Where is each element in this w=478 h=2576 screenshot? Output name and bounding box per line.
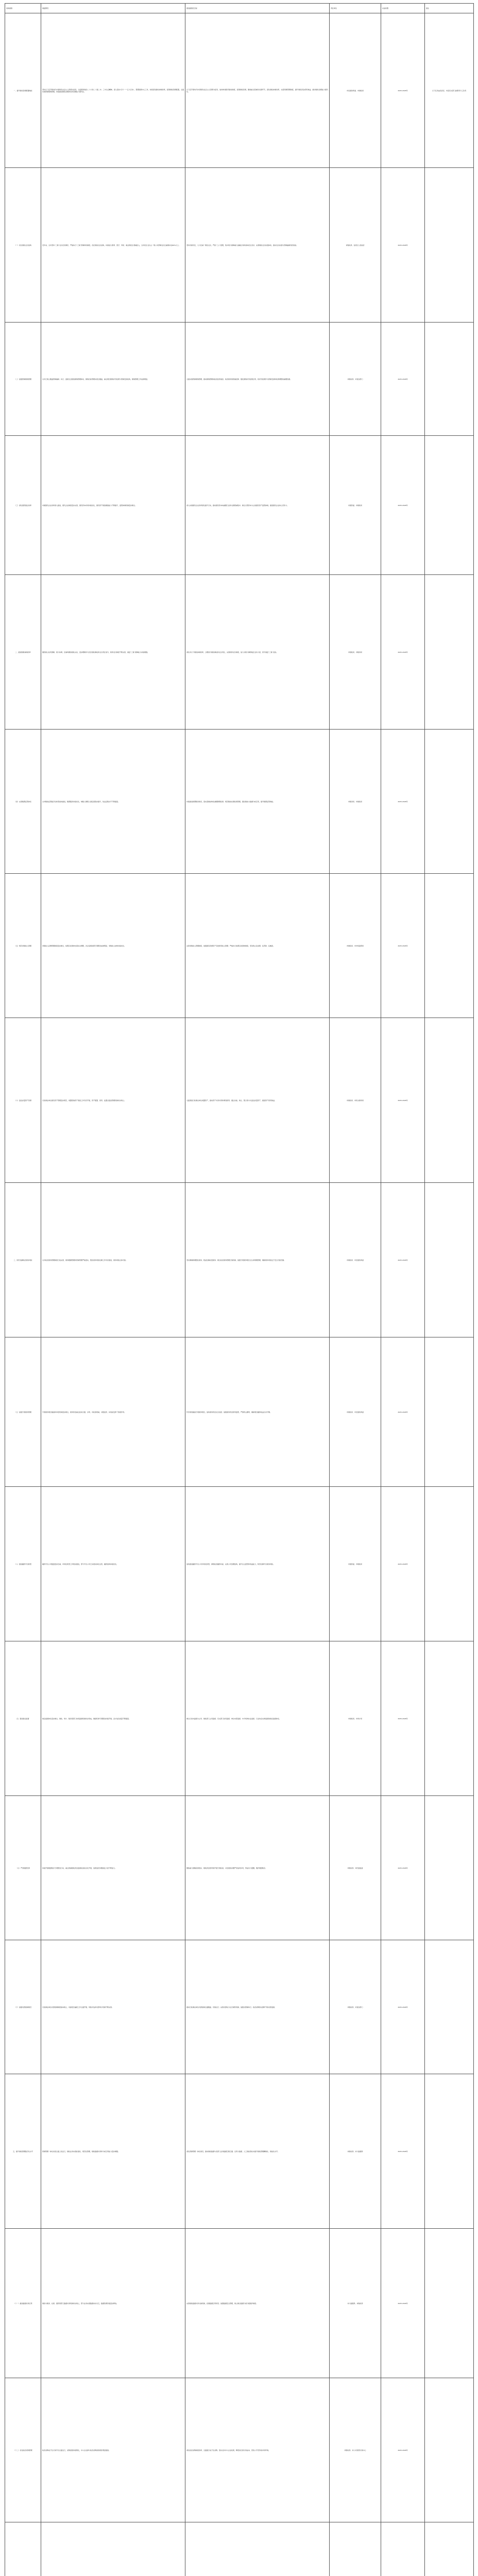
table-row bbox=[5, 1796, 474, 1940]
cell-basis bbox=[41, 2522, 185, 2576]
cell-deadline: 2025-2026年 bbox=[381, 13, 425, 168]
cell-basis: 坚持以习近平新时代中国特色社会主义思想为指导，全面贯彻党的二十大和二十届二中、三中全会精神，深入落实“四个一”“五大行动”，紧紧围绕中心工作，持续深化财政体制改革，统筹财政资源配置，全面实施预算绩效管理，持续推进财政治理体系和治理能力现代化。 bbox=[41, 13, 185, 168]
cell-target: 坚决遏制新增隐性债务，稳妥化解存量债务；健全政府债务管理长效机制，加强专项债券项目全生命周期管理，确保债务风险处于安全可控范围。 bbox=[185, 1183, 330, 1337]
cell-unit: 市国资委、市财政局 bbox=[330, 436, 381, 575]
cell-deadline: 2025-2026年 bbox=[381, 168, 425, 323]
cell-deadline: 2025-2026年 bbox=[381, 874, 425, 1018]
cell-deadline: 2025-2026年 bbox=[381, 1018, 425, 1183]
cell-measure: （七）加强专项债券管理 bbox=[5, 1337, 41, 1487]
cell-basis: 持续开展财经秩序专项整治行动，重点领域财政资金监督检查常态化开展，违规违纪问题查处力度不断加大。 bbox=[41, 1796, 185, 1940]
table-row bbox=[5, 1183, 474, 1337]
cell-unit: 市财政局、市市场监管局 bbox=[330, 874, 381, 1018]
cell-deadline: 2025-2026年 bbox=[381, 1487, 425, 1641]
cell-basis: 非税收入征缴管理制度逐步健全，收费目录清单实现动态调整，涉企违规收费专项整治成效明显，非税收入结构持续优化。 bbox=[41, 874, 185, 1018]
cell-target: 深化政府采购制度改革，全面推行电子化采购；落实支持中小企业政策，降低供应商交易成本，营造公平竞争的市场环境。 bbox=[185, 2378, 330, 2522]
cell-note bbox=[425, 1487, 474, 1641]
cell-note: 以下任务由各县区、市直有关部门按职责分工负责 bbox=[425, 13, 474, 168]
cell-measure: （十）加强内部控制建设 bbox=[5, 1940, 41, 2074]
cell-basis: 专项债券项目储备和申报机制逐步健全，债券资金重点投向交通、水利、市政等领域，对稳投资、补短板发挥了积极作用。 bbox=[41, 1337, 185, 1487]
table-row bbox=[5, 575, 474, 730]
cell-basis: 财会监督体系逐步健全，财政、审计、税务等部门协同监督机制初步形成，财经纪律专项整治持续开展，会计信息质量不断提高。 bbox=[41, 1641, 185, 1796]
cell-basis: 近年来，全市坚持“三保”支出优先顺序，严格执行“三保”预算审核制度，优化财政支出结构，持续加大教育、医疗、养老、就业等民生领域投入，全市民生支出占一般公共预算支出比重保持在80%以上。 bbox=[41, 168, 185, 323]
cell-target: 以习近平新时代中国特色社会主义思想为指导，加快构建现代财政制度，统筹财政资源，聚焦重点领域和关键环节，深化财政体制改革，完善预算管理制度，提升财政资金使用效益，推动财政治理能力现代化。 bbox=[185, 13, 330, 168]
cell-unit: 市财政局、市直各部门 bbox=[330, 1940, 381, 2074]
cell-unit bbox=[330, 2522, 381, 2576]
cell-target: 推动行政事业单位内部控制全面覆盖、有效运行；完善内部权力运行制约机制，加强对预算执行、政府采购等关键环节的内部监督。 bbox=[185, 1940, 330, 2074]
header-unit: 责任单位 bbox=[330, 4, 381, 13]
cell-measure: （一）优化财政支出结构 bbox=[5, 168, 41, 323]
table-row bbox=[5, 2229, 474, 2378]
cell-target: 科学谋划储备专项债券项目，加快债券资金支出进度；加强债券资金使用监管，严禁挤占挪用，确保项目融资收益自求平衡。 bbox=[185, 1337, 330, 1487]
cell-basis: 全市已建立覆盖预算编制、执行、监督全过程的绩效管理体系，绩效目标管理实现全覆盖，重点项目绩效评价结果与预算安排挂钩，绩效管理工作成效明显。 bbox=[41, 323, 185, 436]
cell-unit: 市财政局、市税务局 bbox=[330, 575, 381, 730]
cell-deadline bbox=[381, 2522, 425, 2576]
header-measure: 具体措施 bbox=[5, 4, 41, 13]
cell-unit: 市财政局、市纪委监委 bbox=[330, 1796, 381, 1940]
table-body bbox=[5, 13, 474, 2576]
cell-deadline: 2025-2026年 bbox=[381, 1796, 425, 1940]
cell-deadline: 2025-2026年 bbox=[381, 1183, 425, 1337]
cell-basis: 预算管理一体化系统全面上线运行，财政业务实现标准化、规范化管理，财政数据共享和分析应用能力逐步增强。 bbox=[41, 2074, 185, 2229]
cell-note bbox=[425, 323, 474, 436]
cell-measure: （十二）优化政府采购管理 bbox=[5, 2378, 41, 2522]
cell-basis: 围绕建立权责清晰、财力协调、区域均衡的财政关系，逐步理顺市与县区财政事权和支出责任划分，转移支付制度不断完善，基层“三保”保障能力持续增强。 bbox=[41, 575, 185, 730]
table-row bbox=[5, 2378, 474, 2522]
cell-unit: 市国资委、市财政局 bbox=[330, 1487, 381, 1641]
cell-measure: （五）规范非税收入管理 bbox=[5, 874, 41, 1018]
table-row bbox=[5, 874, 474, 1018]
cell-measure: 二、推进财税体制改革 bbox=[5, 575, 41, 730]
cell-target: 完善财政数据共享交换机制，拓展数据应用场景；加强数据安全管理，建立健全数据分类分级保护制度。 bbox=[185, 2229, 330, 2378]
cell-basis: 融资平台公司数量逐步压减，市场化转型工作稳步推进，部分平台公司已实现实体化运营，融资结构持续优化。 bbox=[41, 1487, 185, 1641]
cell-note bbox=[425, 730, 474, 874]
cell-target: 持续推进智慧税务建设，落实落细结构性减税降费政策；规范税收优惠政策管理，强化税收大数据分析应用，提升税费征管效能。 bbox=[185, 730, 330, 874]
cell-measure: （八）推进融资平台转型 bbox=[5, 1487, 41, 1641]
cell-deadline: 2025-2026年 bbox=[381, 2229, 425, 2378]
table-row bbox=[5, 1337, 474, 1487]
cell-target: 完善非税收入管理制度，加强国有资源资产有偿使用收入管理；严格执行收费目录清单制度，坚决防止乱收费、乱罚款、乱摊派。 bbox=[185, 874, 330, 1018]
cell-unit: 市财政局、市发展改革委 bbox=[330, 1183, 381, 1337]
cell-measure bbox=[5, 2522, 41, 2576]
cell-note bbox=[425, 1940, 474, 2074]
cell-target: 深入实施国有企业改革深化提升行动，推动国有资本向重要行业和关键领域集中；健全以管资本为主的国有资产监管体制，提高国有企业核心竞争力。 bbox=[185, 436, 330, 575]
cell-target: 全面实施预算绩效管理，推动绩效管理向政府投资基金、政府债务等领域延伸；强化绩效评价结果应用，将评价结果作为预算安排和政策调整的重要依据。 bbox=[185, 323, 330, 436]
cell-deadline: 2025-2026年 bbox=[381, 323, 425, 436]
cell-target: 健全以党内监督为主导、财政部门主责监督、有关部门依责监督、单位内部监督、中介机构执业监督、行业协会自律监督的财会监督体系。 bbox=[185, 1641, 330, 1796]
cell-unit: 市税务局、市财政局 bbox=[330, 730, 381, 874]
cell-note bbox=[425, 436, 474, 575]
cell-measure: （四）完善税费征管体系 bbox=[5, 730, 41, 874]
cell-target: 坚持有保有压，大力压减一般性支出，严控“三公”经费，集中财力保障重大战略任务和基本民生需求；完善财政支出标准体系，推动支出标准与预算编制有机衔接。 bbox=[185, 168, 330, 323]
cell-basis: 政府采购电子化交易平台全面运行，采购流程持续简化，中小企业参与政府采购的积极性明显提高。 bbox=[41, 2378, 185, 2522]
task-table bbox=[5, 3, 474, 2576]
cell-measure: （六）盘活存量资产资源 bbox=[5, 1018, 41, 1183]
table-row bbox=[5, 323, 474, 436]
cell-target: 加快推进融资平台公司市场化转型，剥离政府融资功能；完善公司治理结构，提升自主经营和造血能力，防范化解平台债务风险。 bbox=[185, 1487, 330, 1641]
cell-unit: 市财政局、市大数据局 bbox=[330, 2074, 381, 2229]
cell-note bbox=[425, 2522, 474, 2576]
cell-unit: 市财政局、市机关事务局 bbox=[330, 1018, 381, 1183]
cell-note bbox=[425, 1018, 474, 1183]
cell-unit: 市发展改革委、市财政局 bbox=[330, 13, 381, 168]
cell-unit: 市财政局、市发展改革委 bbox=[330, 1337, 381, 1487]
cell-basis: 市属国有企业改革深入推进，现代企业制度逐步完善，国有资本布局持续优化，国有资产保值增值能力不断提升，监管体制机制逐步健全。 bbox=[41, 436, 185, 575]
cell-measure: 四、强化财会监督 bbox=[5, 1641, 41, 1796]
cell-measure: （九）严肃财经纪律 bbox=[5, 1796, 41, 1940]
table-row bbox=[5, 168, 474, 323]
cell-basis: 行政事业单位国有资产管理逐步规范，闲置低效资产清查工作有序开展，资产配置、使用、处置全链条管理机制初步建立。 bbox=[41, 1018, 185, 1183]
cell-measure: 五、提升财政管理数字化水平 bbox=[5, 2074, 41, 2229]
table-row bbox=[5, 1018, 474, 1183]
header-target: 推进措施及目标 bbox=[185, 4, 330, 13]
header-row bbox=[5, 4, 474, 13]
cell-deadline: 2025-2026年 bbox=[381, 1940, 425, 2074]
cell-note bbox=[425, 1183, 474, 1337]
header-deadline: 完成时限 bbox=[381, 4, 425, 13]
cell-target: 聚焦重大财税政策落实、财政资金使用等开展专项检查；对发现的问题严肃追责问责，形成有力震慑，维护财经秩序。 bbox=[185, 1796, 330, 1940]
cell-unit: 市财政局、市直各部门 bbox=[330, 323, 381, 436]
cell-note bbox=[425, 874, 474, 1018]
cell-unit: 市大数据局、市财政局 bbox=[330, 2229, 381, 2378]
cell-measure: （十一）推进数据共享应用 bbox=[5, 2229, 41, 2378]
header-basis: 基础情况 bbox=[41, 4, 185, 13]
document-page bbox=[5, 3, 473, 2576]
table-row bbox=[5, 13, 474, 168]
cell-basis: 行政事业单位内部控制制度基本建立，内控报告编报工作全面开展，风险评估和内部审计机制不断完善。 bbox=[41, 1940, 185, 2074]
cell-target bbox=[185, 2522, 330, 2576]
cell-basis: 财政与税务、社保、国资等部门数据共享机制初步建立，部分业务实现数据实时交互，数据资源价值逐步释放。 bbox=[41, 2229, 185, 2378]
cell-deadline: 2025-2026年 bbox=[381, 1337, 425, 1487]
cell-measure: 三、防范化解政府债务风险 bbox=[5, 1183, 41, 1337]
cell-deadline: 2025-2026年 bbox=[381, 436, 425, 575]
cell-basis: 全市税收征管数字化转型加快推进，税费服务持续优化，纳税人缴费人满意度稳步提升，依法征税水平不断提高。 bbox=[41, 730, 185, 874]
cell-target: 深化市以下财政体制改革，合理划分财政事权和支出责任，完善转移支付制度，加大对财力薄弱地区支持力度，兜牢基层“三保”底线。 bbox=[185, 575, 330, 730]
cell-deadline: 2025-2026年 bbox=[381, 730, 425, 874]
cell-target: 全面清查行政事业单位闲置资产，推动资产共享共用和调剂使用；通过出租、转让、整合等方式盘活存量资产，提高资产使用效益。 bbox=[185, 1018, 330, 1183]
cell-measure: （二）加强预算绩效管理 bbox=[5, 323, 41, 436]
cell-basis: 全市政府债务管理制度日趋完善，债务限额管理和预算管理严格落实，隐性债务风险化解工作有序推进，债务风险总体可控。 bbox=[41, 1183, 185, 1337]
table-row bbox=[5, 436, 474, 575]
cell-measure: 一、提升财政资源配置效能 bbox=[5, 13, 41, 168]
table-row bbox=[5, 2074, 474, 2229]
cell-note bbox=[425, 1796, 474, 1940]
table-row bbox=[5, 2522, 474, 2576]
cell-unit: 市财政局、各县区人民政府 bbox=[330, 168, 381, 323]
table-row bbox=[5, 1487, 474, 1641]
cell-note bbox=[425, 1641, 474, 1796]
cell-deadline: 2025-2026年 bbox=[381, 575, 425, 730]
cell-measure: （三）深化国资国企改革 bbox=[5, 436, 41, 575]
cell-deadline: 2025-2026年 bbox=[381, 1641, 425, 1796]
cell-note bbox=[425, 168, 474, 323]
cell-target: 深化预算管理一体化建设，推动财政数据与各部门业务数据互联互通；运用大数据、人工智能等技术提升财政管理精细化、智能化水平。 bbox=[185, 2074, 330, 2229]
cell-note bbox=[425, 2378, 474, 2522]
cell-note bbox=[425, 2074, 474, 2229]
cell-note bbox=[425, 1337, 474, 1487]
table-row bbox=[5, 1940, 474, 2074]
table-row bbox=[5, 730, 474, 874]
cell-note bbox=[425, 2229, 474, 2378]
header-note: 备注 bbox=[425, 4, 474, 13]
cell-unit: 市财政局、市审计局 bbox=[330, 1641, 381, 1796]
cell-note bbox=[425, 575, 474, 730]
cell-deadline: 2025-2026年 bbox=[381, 2378, 425, 2522]
cell-deadline: 2025-2026年 bbox=[381, 2074, 425, 2229]
cell-unit: 市财政局、市公共资源交易中心 bbox=[330, 2378, 381, 2522]
table-row bbox=[5, 1641, 474, 1796]
